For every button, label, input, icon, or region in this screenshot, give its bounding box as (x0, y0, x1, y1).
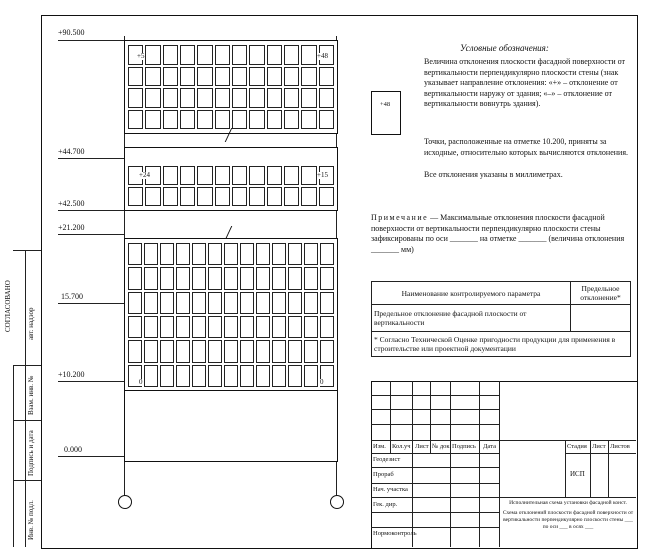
axis-marker-left (118, 495, 132, 509)
side-stamp-line (13, 365, 41, 366)
deviation-label: +15 (317, 171, 328, 179)
param-col1-header: Наименование контролируемого параметра (372, 282, 571, 305)
note-label: Примечание (371, 213, 429, 222)
side-stamp-agreed: СОГЛАСОВАНО (4, 280, 12, 332)
deviation-label: 0 (139, 378, 143, 386)
note-block (371, 213, 631, 255)
tb-header: Кол.уч (392, 443, 411, 450)
legend-sample-value: +48 (380, 101, 391, 108)
tb-doc-line2: Схема отклонений плоскости фасадной поверхности от вертикальности перпендикулярно плоскости стены ___ по оси ___ в осях ___ (502, 510, 634, 530)
side-stamp-line (25, 250, 26, 547)
tb-line (430, 381, 431, 454)
side-stamp-line (13, 420, 41, 421)
tb-header: Лист (415, 443, 429, 450)
side-stamp-signature: Подпись и дата (27, 430, 35, 476)
elevation-label: +44.700 (58, 147, 85, 156)
side-stamp-inv: Инв. № подл. (27, 500, 35, 540)
legend-units: Все отклонения указаны в миллиметрах. (424, 170, 563, 179)
tb-stage-value: ИСП (570, 470, 585, 478)
tb-line (390, 381, 391, 454)
tb-role: Нормоконтроль (373, 530, 417, 537)
tb-line (412, 381, 413, 547)
elevation-label: +42.500 (58, 199, 85, 208)
window-grid (128, 45, 334, 129)
note-text: — Максимальные отклонения плоскости фасадной поверхности от вертикальности перпендикулярно плоскости стены зафиксированы по оси _______ на отметке _______ (величина отклонения _______ мм) (371, 213, 625, 254)
tb-line (608, 440, 609, 497)
deviation-label: +24 (139, 171, 150, 179)
param-footnote: * Согласно Технической Оценке пригодности продукции для применения в строительстве или проектной документации (372, 332, 631, 357)
facade-panel-middle (124, 147, 338, 211)
tb-header: № док. (432, 443, 452, 450)
window-grid (128, 243, 334, 387)
facade-panel-top (124, 40, 338, 134)
legend-points: Точки, расположенные на отметке 10.200, приняты за исходные, относительно которых вычисляются отклонения. (424, 137, 628, 157)
tb-sheet-header: Лист (592, 443, 606, 450)
side-stamp-replaced: Взам. инв. № (27, 375, 35, 415)
param-row1-value (571, 305, 631, 332)
parameter-table (371, 281, 631, 357)
tb-line (565, 440, 566, 497)
tb-line (371, 440, 636, 441)
tb-line (371, 497, 636, 498)
side-stamp-supervision: авт. надзор (27, 307, 35, 340)
deviation-label: +48 (317, 52, 328, 60)
elevation-line (58, 234, 124, 235)
facade-panel-bottom (124, 238, 338, 392)
tb-role: Геодезист (373, 456, 401, 463)
tb-line (450, 381, 451, 547)
deviation-label: +5 (137, 52, 145, 60)
tb-header: Изм. (373, 443, 386, 450)
elevation-label: +21.200 (58, 223, 85, 232)
tb-line (499, 381, 500, 547)
facade-base (124, 390, 338, 462)
elevation-label: +10.200 (58, 370, 85, 379)
tb-role: Прораб (373, 471, 394, 478)
elevation-line (58, 381, 124, 382)
legend-text: Величина отклонения плоскости фасадной поверхности от вертикальности перпендикулярно плоскости стены (знак указывает направление отклонения: «+» – отклонение от вертикальности наружу от здания; «–» – отклонение от вертикальности вовнутрь здания). (424, 57, 625, 108)
side-stamp-line (13, 365, 14, 547)
tb-line (479, 381, 480, 547)
elevation-line (58, 40, 124, 41)
tb-stage-header: Стадия (567, 443, 587, 450)
tb-header: Подпись (452, 443, 476, 450)
elevation-line (58, 456, 124, 457)
side-stamp-line (13, 480, 41, 481)
param-row1-name: Предельное отклонение фасадной плоскости от вертикальности (372, 305, 571, 332)
tb-sheets-header: Листов (610, 443, 630, 450)
tb-line (590, 440, 591, 497)
tb-doc-title (502, 500, 634, 531)
param-col2-header: Предельное отклонение* (571, 282, 631, 305)
elevation-line (58, 158, 124, 159)
deviation-label: 0 (320, 378, 324, 386)
window-grid (128, 166, 334, 206)
tb-line (565, 453, 636, 454)
tb-role: Гек. дир. (373, 501, 398, 508)
legend-title: Условные обозначения: (460, 43, 549, 53)
legend-sample-box (371, 91, 401, 135)
tb-doc-line1: Исполнительная схема установки фасадной конст. (509, 500, 627, 506)
elevation-label: 0.000 (64, 445, 82, 454)
elevation-line (58, 303, 124, 304)
tb-role: Нач. участка (373, 486, 408, 493)
elevation-label: +90.500 (58, 28, 85, 37)
elevation-label: 15.700 (61, 292, 83, 301)
axis-marker-right (330, 495, 344, 509)
tb-header: Дата (483, 443, 496, 450)
elevation-line (58, 210, 124, 211)
side-stamp-line (13, 250, 41, 251)
